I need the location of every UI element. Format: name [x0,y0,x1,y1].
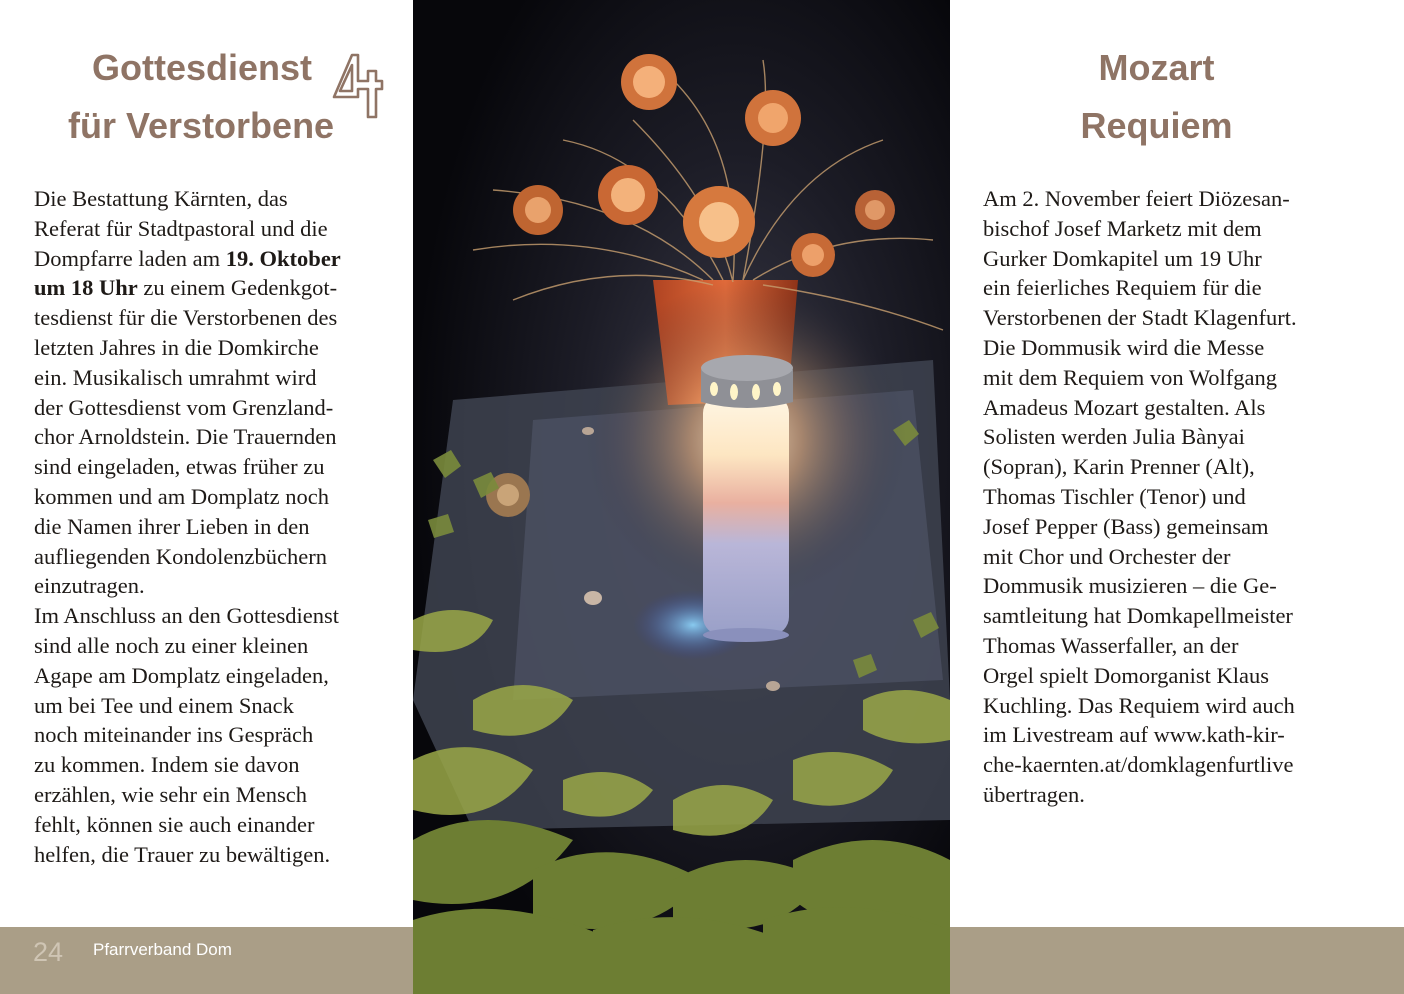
text-line: aufliegenden Kondolenzbüchern [34,543,328,569]
text-line: Amadeus Mozart gestalten. Als [983,394,1266,420]
heading-line: Requiem [1080,105,1233,146]
text-line: bischof Josef Marketz mit dem [983,215,1262,241]
text-line: der Gottesdienst vom Grenzland- [34,394,334,420]
text-line: sind alle noch zu einer kleinen [34,632,309,658]
bold-text: 19. Oktober [225,245,341,271]
heading-line: Gottesdienst [92,47,313,88]
text-line: Solisten werden Julia Bànyai [983,424,1245,450]
text-line: tesdienst für die Verstorbenen des [34,305,338,331]
text-line: um 18 Uhr zu einem Gedenkgot- [34,275,338,301]
text-line: chor Arnoldstein. Die Trauernden [34,424,337,450]
text-line: Die Dommusik wird die Messe [983,334,1265,360]
bold-text: um 18 Uhr [34,275,138,301]
candle-photo [413,0,950,994]
text-line: Kuchling. Das Requiem wird auch [983,692,1295,718]
text-line: helfen, die Trauer zu bewältigen. [34,841,331,867]
right-column [950,0,1404,994]
text-line: sind eingeladen, etwas früher zu [34,454,325,480]
text-line: Im Anschluss an den Gottesdienst [34,603,339,629]
footer-bar-right [950,927,1404,994]
text-line: samtleitung hat Domkapellmeister [983,603,1293,629]
heading-line: Mozart [1098,47,1215,88]
text-line: Referat für Stadtpastoral und die [34,215,328,241]
text-line: Agape am Domplatz eingeladen, [34,662,329,688]
cross-icon [328,51,386,123]
text-line: che-kaernten.at/domklagenfurtlive [983,752,1294,778]
text-line: die Namen ihrer Lieben in den [34,513,310,539]
text-line: Dommusik musizieren – die Ge- [983,573,1277,599]
text-line: letzten Jahres in die Domkirche [34,334,319,360]
text-line: Orgel spielt Domorganist Klaus [983,662,1270,688]
article-gottesdienst-body [34,184,406,869]
grave-candle-image [413,0,950,994]
text-line: kommen und am Domplatz noch [34,483,329,509]
publication-name: Pfarrverband Dom [93,940,232,959]
text-line: Thomas Wasserfaller, an der [983,632,1239,658]
article-requiem-body [983,184,1393,810]
text-line: mit Chor und Orchester der [983,543,1231,569]
text-line: um bei Tee und einem Snack [34,692,294,718]
text-line: Thomas Tischler (Tenor) und [983,483,1246,509]
text-line: mit dem Requiem von Wolfgang [983,364,1277,390]
text-line: Josef Pepper (Bass) gemeinsam [983,513,1269,539]
text-line: im Livestream auf www.kath-kir- [983,722,1285,748]
text-line: ein. Musikalisch umrahmt wird [34,364,317,390]
heading-mozart-requiem [950,39,1363,155]
text-line: Am 2. November feiert Diözesan- [983,186,1290,211]
text-line: fehlt, können sie auch einander [34,811,315,837]
left-column [0,0,413,994]
heading-line: für Verstorbene [68,105,335,146]
text-line: zu kommen. Indem sie davon [34,752,300,778]
text-line: übertragen. [983,781,1085,807]
text-line: Gurker Domkapitel um 19 Uhr [983,245,1262,271]
text-line: noch miteinander ins Gespräch [34,722,314,748]
text-line: ein feierliches Requiem für die [983,275,1262,301]
text-line: Die Bestattung Kärnten, das [34,186,288,211]
text-line: (Sopran), Karin Prenner (Alt), [983,454,1255,480]
text-line: Verstorbenen der Stadt Klagenfurt. [983,305,1297,331]
text-line: einzutragen. [34,573,145,599]
page-number: 24 [33,937,64,967]
text-line: erzählen, wie sehr ein Mensch [34,781,308,807]
text-line: Dompfarre laden am 19. Oktober [34,245,341,271]
